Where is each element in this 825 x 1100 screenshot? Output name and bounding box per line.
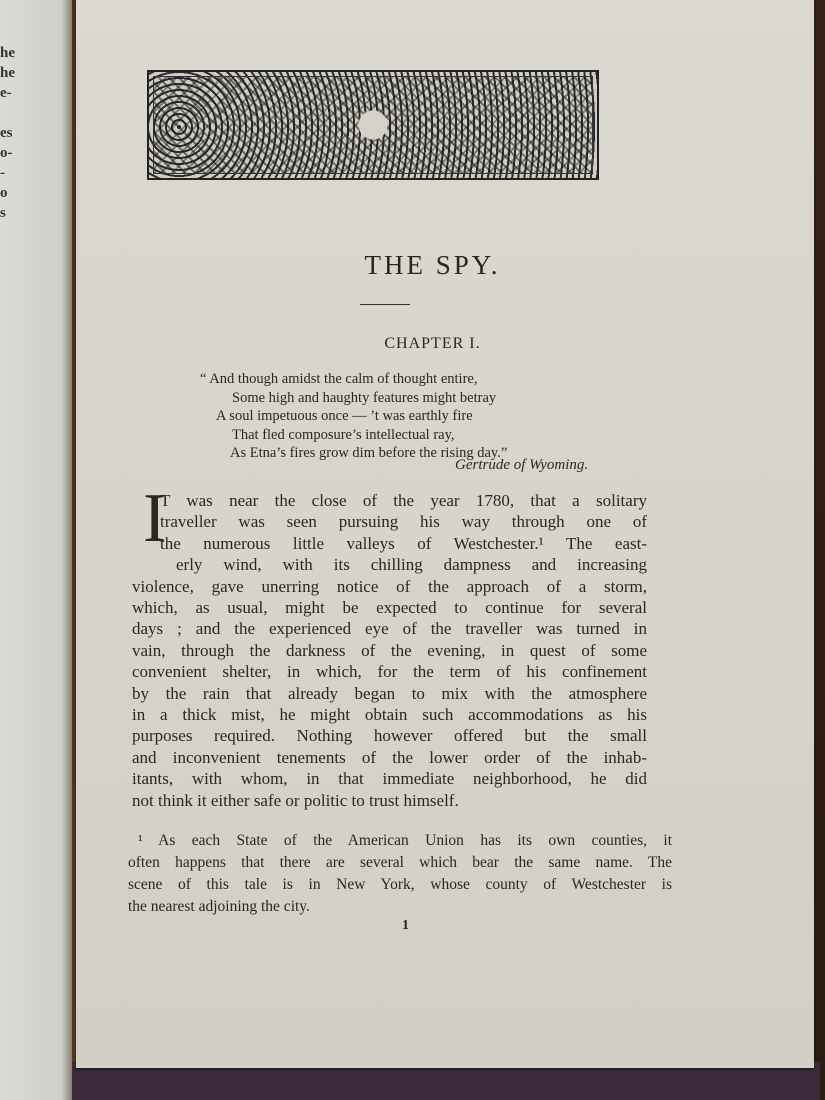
footnote-line: scene of this tale is in New York, whose county of Westchester is (128, 876, 672, 893)
fragment: es (0, 125, 13, 141)
fragment: s (0, 205, 6, 221)
text-line: in a thick mist, he might obtain such accommodations as his (132, 705, 647, 725)
text-line: erly wind, with its chilling dampness and increasing (176, 555, 647, 575)
footnote (128, 830, 672, 918)
text-line: days ; and the experienced eye of the traveller was turned in (132, 619, 647, 639)
drop-cap: I (143, 480, 167, 557)
text-line: the numerous little valleys of Westchester.¹ The east- (160, 533, 647, 553)
text-line: purposes required. Nothing however offered but the small (132, 726, 647, 746)
text-line: convenient shelter, in which, for the term of his confinement (132, 662, 647, 682)
text-line: not think it either safe or politic to trust himself. (132, 790, 459, 810)
text-line: by the rain that already began to mix with the atmosphere (132, 683, 647, 703)
epigraph-line: “ And though amidst the calm of thought entire, (200, 371, 478, 387)
book-title: THE SPY. (364, 250, 501, 280)
epigraph-line: As Etna’s fires grow dim before the rising day.” (230, 445, 508, 461)
fragment: he (0, 65, 15, 81)
ornamental-headpiece (147, 70, 599, 180)
epigraph (200, 370, 507, 463)
footnote-line: often happens that there are several which bear the same name. The (128, 854, 672, 871)
epigraph-line: That fled composure’s intellectual ray, (232, 426, 455, 443)
text-line: violence, gave unerring notice of the approach of a storm, (132, 576, 647, 596)
chapter-heading: CHAPTER I. (384, 335, 481, 352)
fragment: e- (0, 85, 12, 101)
fragment: o- (0, 145, 13, 161)
fragment: o (0, 185, 8, 201)
page-number: 1 (402, 918, 409, 933)
divider (360, 304, 410, 305)
epigraph-attribution: Gertrude of Wyoming. (455, 457, 589, 473)
facing-page (0, 0, 72, 1100)
epigraph-line: A soul impetuous once — ’t was earthly fire (216, 408, 473, 424)
epigraph-line: Some high and haughty features might betray (232, 389, 497, 406)
footnote-line: ¹ As each State of the American Union has its own counties, it (138, 832, 672, 849)
text-line: T was near the close of the year 1780, that a solitary (160, 491, 647, 510)
text-line: vain, through the darkness of the evening, in quest of some (132, 640, 647, 660)
fragment: - (0, 165, 5, 181)
text-line: itants, with whom, in that immediate neighborhood, he did (132, 769, 647, 789)
fragment: he (0, 45, 15, 61)
text-line: and inconvenient tenements of the lower order of the inhab- (132, 747, 647, 767)
text-line: which, as usual, might be expected to continue for several (132, 598, 647, 618)
footnote-line: the nearest adjoining the city. (128, 898, 310, 915)
text-line: traveller was seen pursuing his way through one of (160, 512, 647, 532)
body-text (132, 490, 647, 811)
